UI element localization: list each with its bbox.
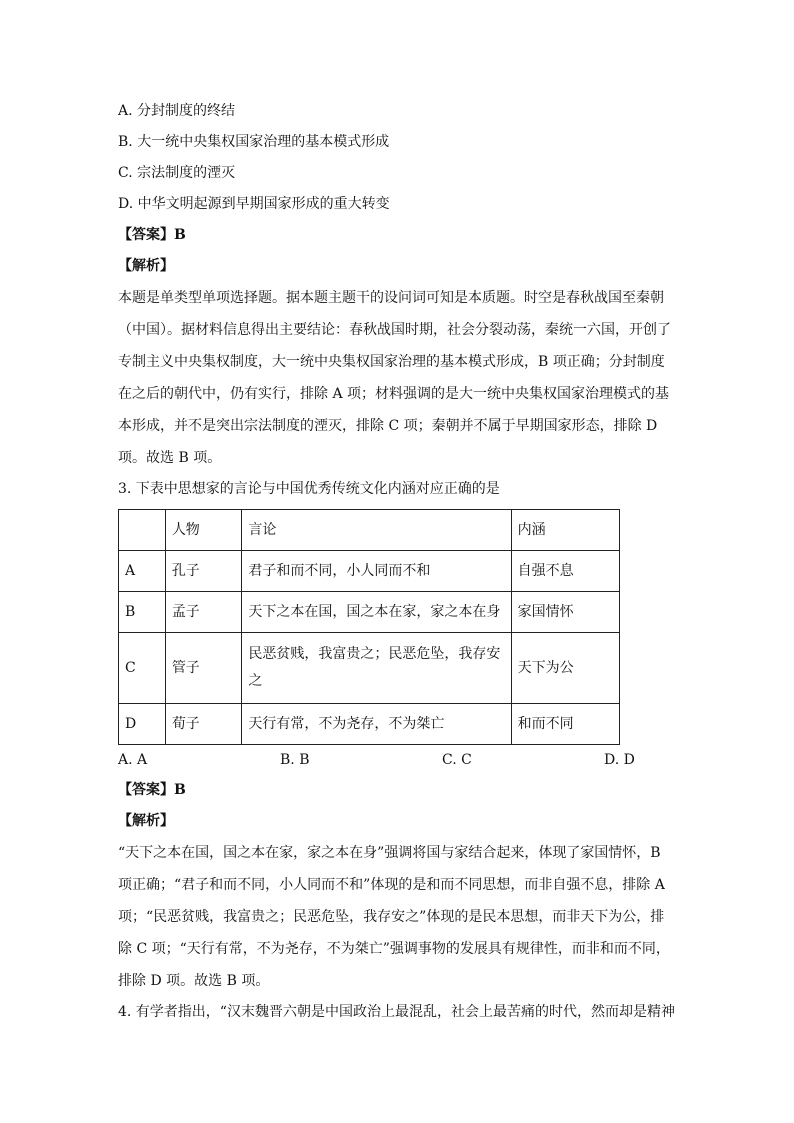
table-header-cell bbox=[119, 510, 166, 551]
q3-choice-a: A. A bbox=[118, 752, 148, 768]
q3-analysis-line: 项正确；“君子和而不同，小人同而不和”体现的是和而不同思想，而非自强不息，排除 A bbox=[118, 877, 665, 893]
q2-analysis-label: 【解析】 bbox=[118, 258, 174, 274]
table-row bbox=[119, 592, 620, 633]
table-header-cell: 人物 bbox=[165, 510, 242, 551]
table-cell: 孟子 bbox=[165, 592, 242, 633]
q3-analysis-line: 项；“民恶贫贱，我富贵之；民恶危坠，我存安之”体现的是民本思想，而非天下为公，排 bbox=[118, 909, 665, 925]
table-row bbox=[119, 704, 620, 745]
q3-stem: 3. 下表中思想家的言论与中国优秀传统文化内涵对应正确的是 bbox=[118, 481, 500, 497]
q3-choice-c: C. C bbox=[442, 752, 472, 768]
table-cell: 荀子 bbox=[165, 704, 242, 745]
q3-table bbox=[118, 509, 620, 745]
q3-choice-d: D. D bbox=[604, 752, 635, 768]
table-header-row bbox=[119, 510, 620, 551]
table-cell: A bbox=[119, 551, 166, 592]
q2-analysis-line: 在之后的朝代中，仍有实行，排除 A 项；材料强调的是大一统中央集权国家治理模式的基 bbox=[118, 386, 670, 402]
q2-analysis-line: （中国）。据材料信息得出主要结论：春秋战国时期，社会分裂动荡，秦统一六国，开创了 bbox=[118, 322, 671, 338]
table-row bbox=[119, 551, 620, 592]
q2-analysis-line: 项。故选 B 项。 bbox=[118, 450, 222, 466]
table-cell: 君子和而不同，小人同而不和 bbox=[242, 551, 511, 592]
q2-answer: 【答案】B bbox=[118, 227, 186, 243]
q2-analysis-line: 本形成，并不是突出宗法制度的湮灭，排除 C 项；秦朝并不属于早期国家形态，排除 D bbox=[118, 418, 658, 434]
table-cell: 民恶贫贱，我富贵之；民恶危坠，我存安之 bbox=[242, 633, 511, 704]
table-cell: 天下之本在国，国之本在家，家之本在身 bbox=[242, 592, 511, 633]
q3-analysis bbox=[118, 837, 678, 997]
q2-option-a: A. 分封制度的终结 bbox=[118, 103, 236, 119]
table-cell: 天下为公 bbox=[511, 633, 619, 704]
q2-options bbox=[118, 96, 678, 220]
table-header-cell: 言论 bbox=[242, 510, 511, 551]
q3-choices bbox=[118, 745, 678, 775]
table-cell: 家国情怀 bbox=[511, 592, 619, 633]
table-cell: D bbox=[119, 704, 166, 745]
table-cell: 天行有常，不为尧存，不为桀亡 bbox=[242, 704, 511, 745]
table-header-cell: 内涵 bbox=[511, 510, 619, 551]
q3-analysis-label: 【解析】 bbox=[118, 813, 174, 829]
q2-option-b: B. 大一统中央集权国家治理的基本模式形成 bbox=[118, 134, 390, 150]
q2-option-c: C. 宗法制度的湮灭 bbox=[118, 165, 236, 181]
table-cell: C bbox=[119, 633, 166, 704]
table-cell: 自强不息 bbox=[511, 551, 619, 592]
table-cell: 和而不同 bbox=[511, 704, 619, 745]
q4-stem: 4. 有学者指出，“汉末魏晋六朝是中国政治上最混乱，社会上最苦痛的时代，然而却是精神 bbox=[118, 1004, 675, 1020]
q3-choice-b: B. B bbox=[280, 752, 310, 768]
q2-analysis bbox=[118, 282, 678, 474]
q2-analysis-line: 专制主义中央集权制度，大一统中央集权国家治理的基本模式形成，B 项正确；分封制度 bbox=[118, 354, 665, 370]
q3-analysis-line: 排除 D 项。故选 B 项。 bbox=[118, 973, 270, 989]
q2-analysis-line: 本题是单类型单项选择题。据本题主题干的设问词可知是本质题。时空是春秋战国至秦朝 bbox=[118, 290, 664, 306]
q3-answer: 【答案】B bbox=[118, 782, 186, 798]
table-cell: 孔子 bbox=[165, 551, 242, 592]
q3-analysis-line: 除 C 项；“天行有常，不为尧存，不为桀亡”强调事物的发展具有规律性，而非和而不同， bbox=[118, 941, 670, 957]
q2-option-d: D. 中华文明起源到早期国家形成的重大转变 bbox=[118, 196, 390, 212]
q3-analysis-line: “天下之本在国，国之本在家，家之本在身”强调将国与家结合起来，体现了家国情怀，B bbox=[118, 845, 661, 861]
document-page bbox=[118, 96, 678, 1028]
table-cell: 管子 bbox=[165, 633, 242, 704]
table-cell: B bbox=[119, 592, 166, 633]
table-row bbox=[119, 633, 620, 704]
